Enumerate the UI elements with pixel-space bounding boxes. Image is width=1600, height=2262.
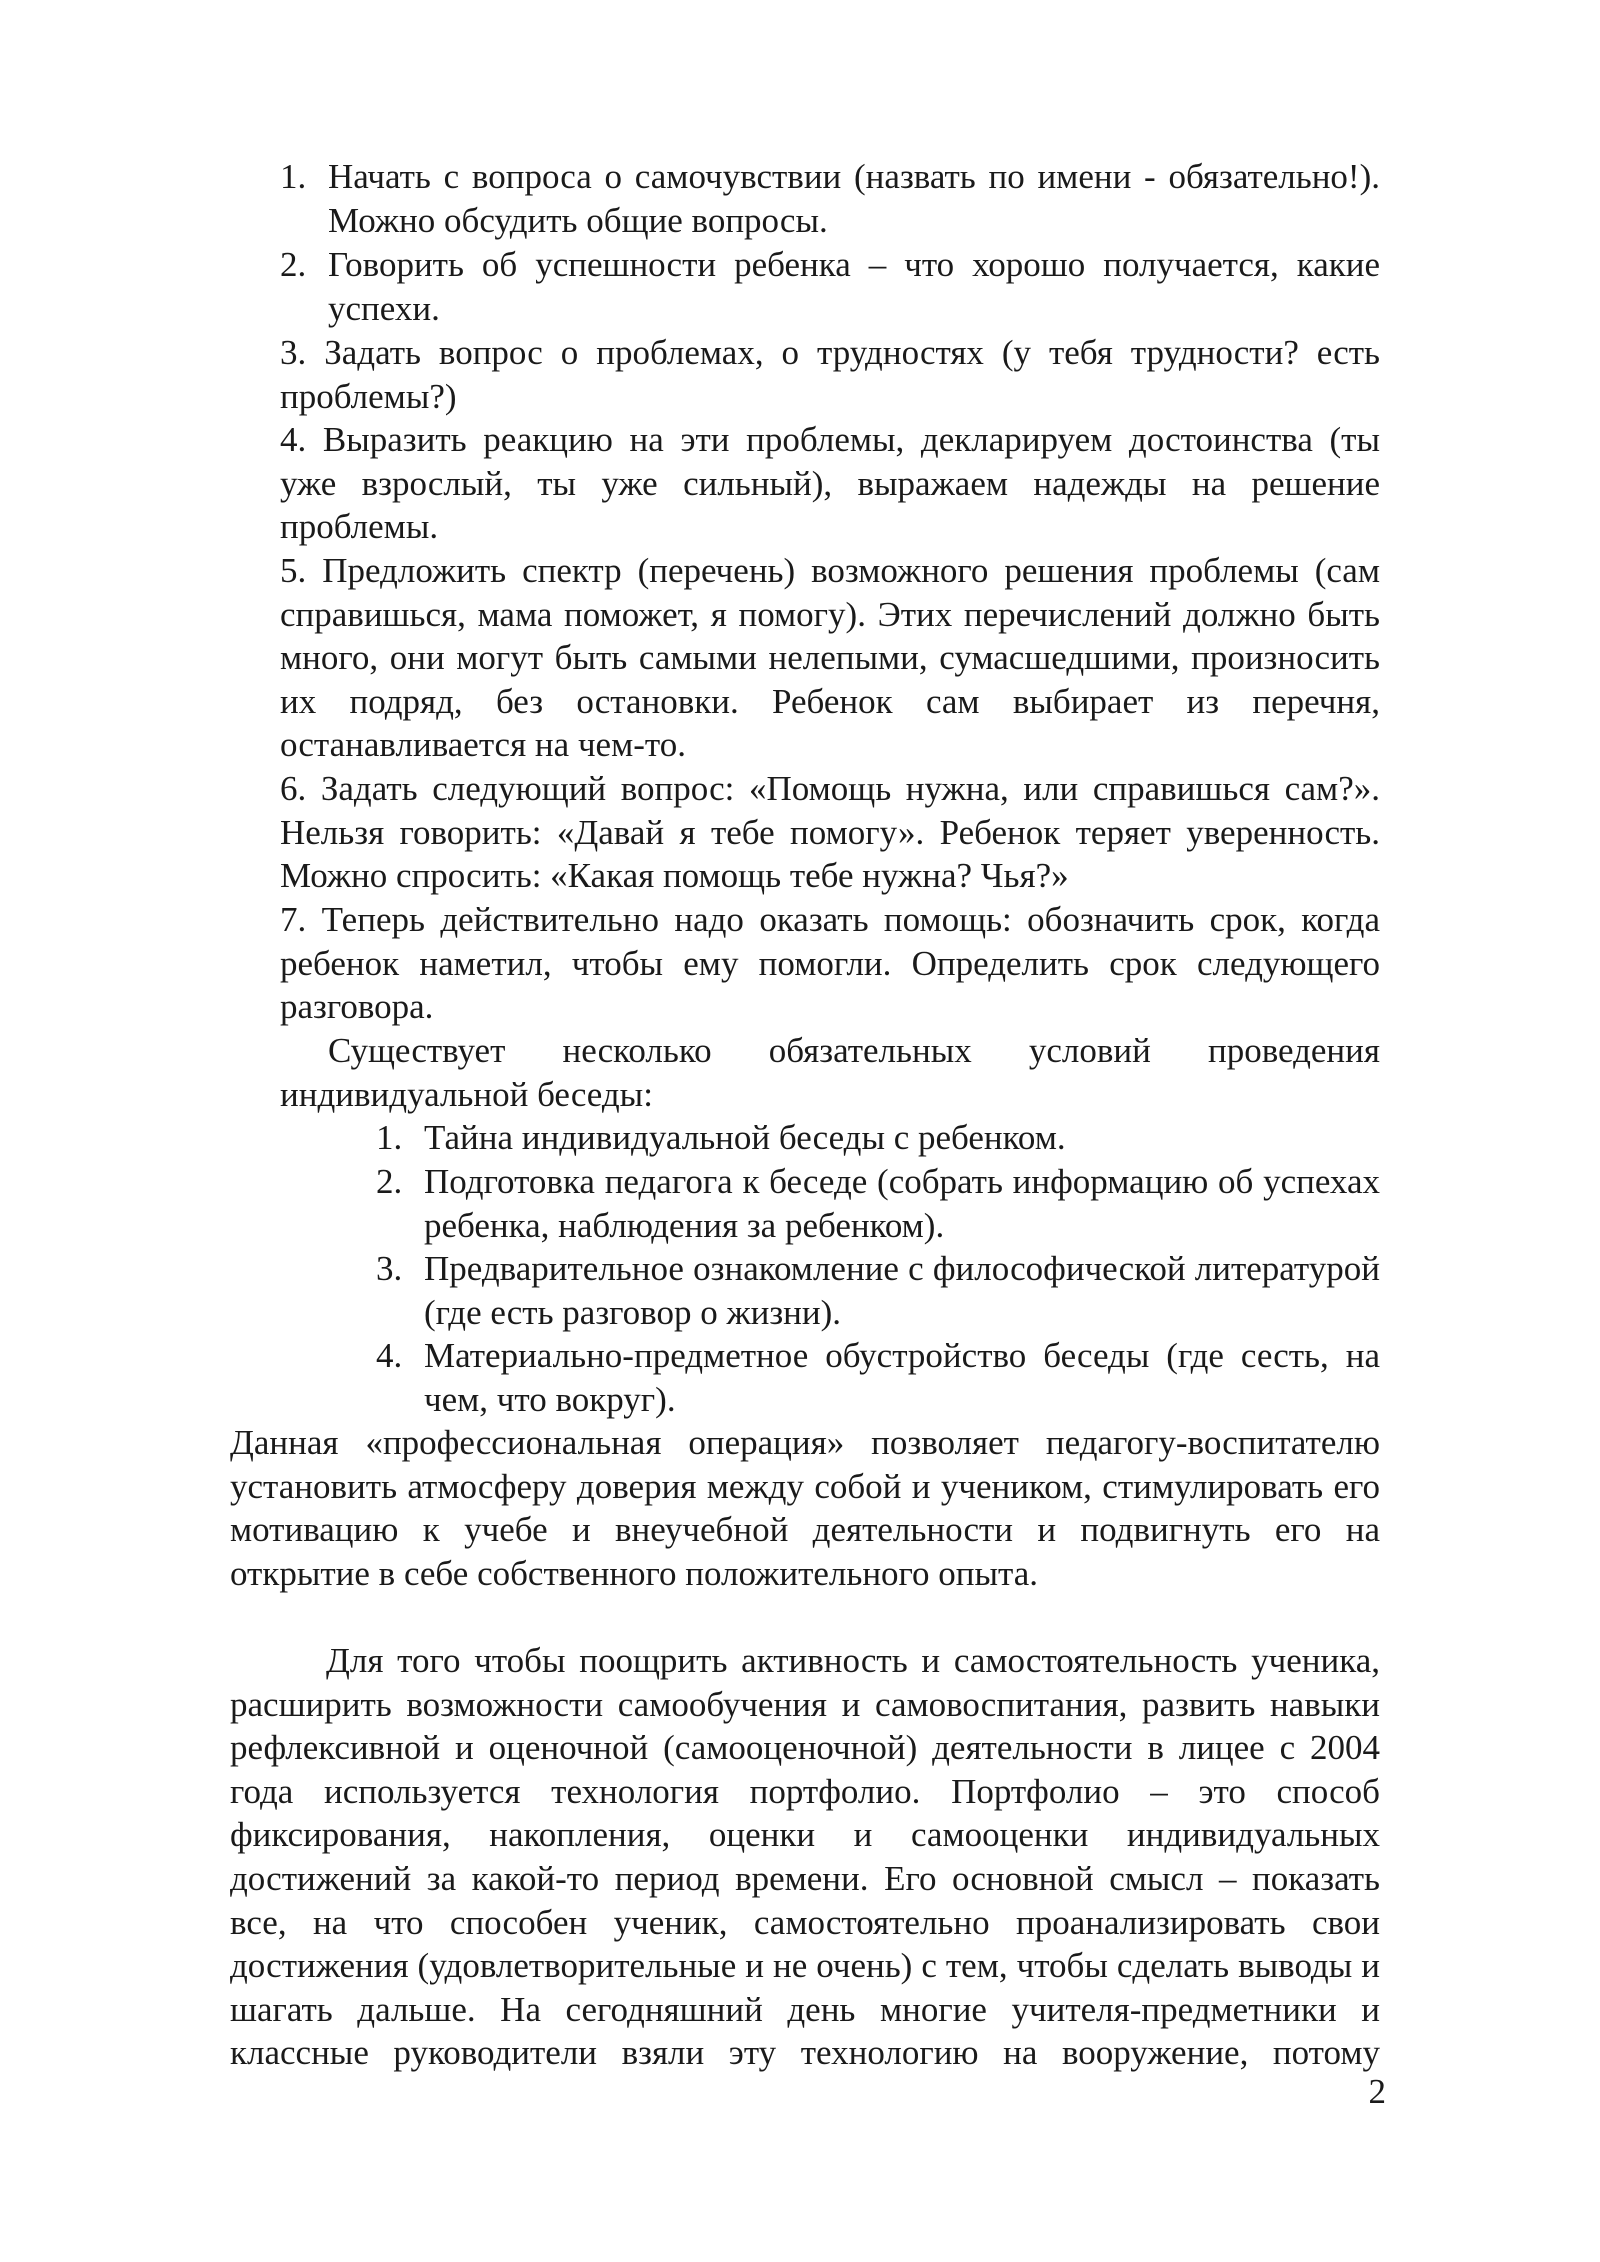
list-item-number: 1. [376,1118,403,1157]
list-item-text: Материально-предметное обустройство беседы (где сесть, на чем, что вокруг). [424,1336,1380,1419]
list-item-text: Предварительное ознакомление с философической литературой (где есть разговор о жизни). [424,1249,1380,1332]
step-paragraph: 5. Предложить спектр (перечень) возможного решения проблемы (сам справишься, мама поможет, я помогу). Этих перечислений должно быть много, они могут быть самыми нелепыми, сумасшедшими, произносить их подряд, без остановки. Ребенок сам выбирает из перечня, останавливается на чем-то. [280,551,1380,765]
list-item-text: Тайна индивидуальной беседы с ребенком. [424,1118,1066,1157]
list-item-number: 4. [376,1336,403,1375]
step-paragraph: 3. Задать вопрос о проблемах, о трудностях (у тебя трудности? есть проблемы?) [280,333,1380,416]
page-number: 2 [1368,2072,1386,2111]
list-item-text: Подготовка педагога к беседе (собрать информацию об успехах ребенка, наблюдения за ребенком). [424,1162,1380,1245]
conditions-intro: Существует несколько обязательных условий проведения индивидуальной беседы: [280,1031,1380,1114]
body-paragraph: Для того чтобы поощрить активность и самостоятельность ученика, расширить возможности самообучения и самовоспитания, развить навыки рефлексивной и оценочной (самооценочной) деятельности в лицее с 2004 года используется технология портфолио. Портфолио – это способ фиксирования, накопления, оценки и самооценки индивидуальных достижений за какой-то период времени. Его основной смысл – показать все, на что способен ученик, самостоятельно проанализировать свои достижения (удовлетворительные и не очень) с тем, чтобы сделать выводы и шагать дальше. На сегодняшний день многие учителя-предметники и классные руководители взяли эту технологию на вооружение, потому [230,1641,1380,2073]
list-item [280,155,1380,243]
body-paragraph: Данная «профессиональная операция» позволяет педагогу-воспитателю установить атмосферу доверия между собой и учеником, стимулировать его мотивацию к учебе и внеучебной деятельности и подвигнуть его на открытие в себе собственного положительного опыта. [230,1423,1380,1593]
step-paragraph: 6. Задать следующий вопрос: «Помощь нужна, или справишься сам?». Нельзя говорить: «Давай я тебе помогу». Ребенок теряет уверенность. Можно спросить: «Какая помощь тебе нужна? Чья?» [280,769,1380,896]
step-paragraph: 7. Теперь действительно надо оказать помощь: обозначить срок, когда ребенок наметил, чтобы ему помогли. Определить срок следующего разговора. [280,900,1380,1027]
list-item-text: Говорить об успешности ребенка – что хорошо получается, какие успехи. [328,245,1380,328]
list-item [376,1334,1380,1422]
list-item-text: Начать с вопроса о самочувствии (назвать по имени - обязательно!). Можно обсудить общие вопросы. [328,157,1380,240]
list-item [280,243,1380,331]
list-item-number: 2. [280,245,307,284]
list-item-number: 2. [376,1162,403,1201]
list-item [376,1116,1380,1160]
list-item-number: 3. [376,1249,403,1288]
list-item [376,1247,1380,1335]
step-paragraph: 4. Выразить реакцию на эти проблемы, декларируем достоинства (ты уже взрослый, ты уже сильный), выражаем надежды на решение проблемы. [280,420,1380,547]
list-item-number: 1. [280,157,307,196]
list-item [376,1160,1380,1248]
